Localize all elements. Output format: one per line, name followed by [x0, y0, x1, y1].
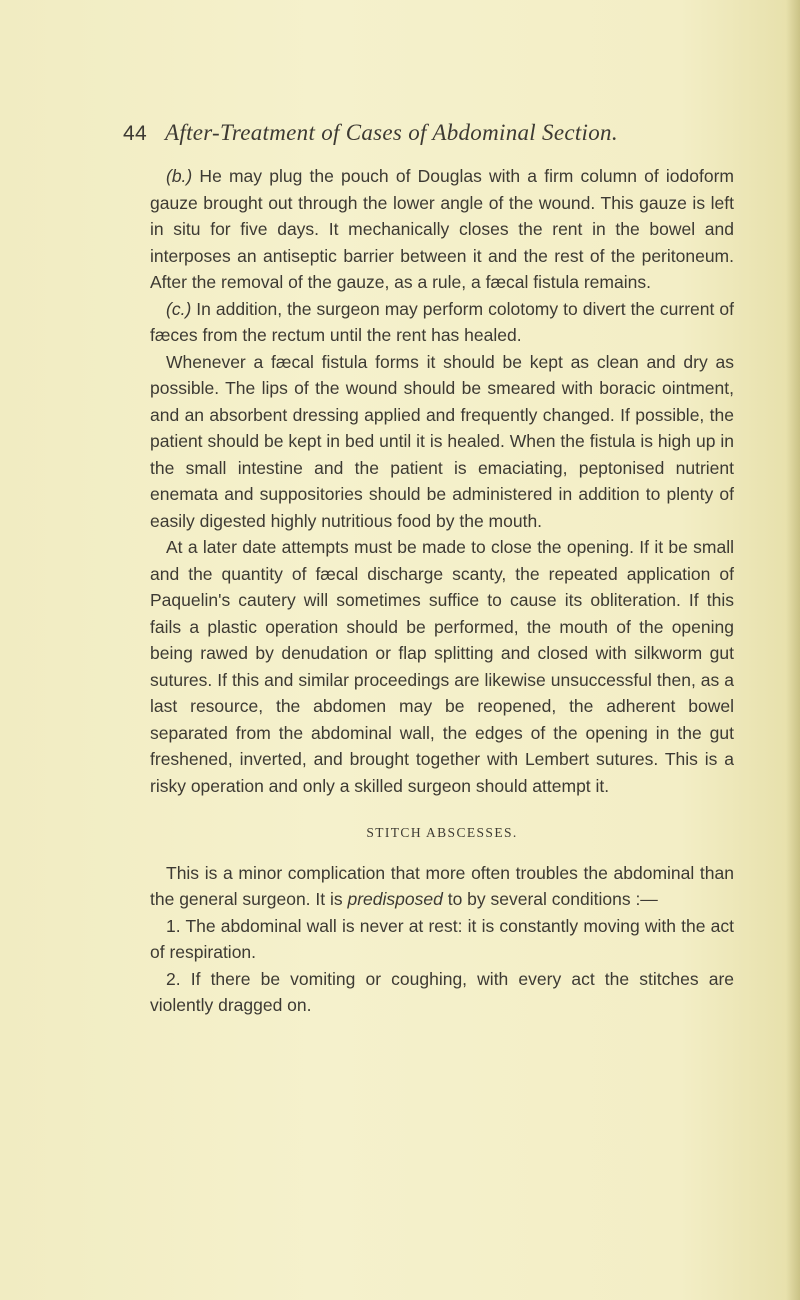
- paragraph-b-text: He may plug the pouch of Douglas with a firm column of iodoform gauze brought out through the lower angle of the wound. This gauze is left in situ for five days. It mechanically closes the rent in the bowel and interposes an antiseptic barrier between it and the rest of the peritoneum. After the removal of the gauze, as a rule, a fæcal fistula remains.: [150, 166, 734, 292]
- paragraph-fistula-care: Whenever a fæcal fistula forms it should be kept as clean and dry as possible. The lips of the wound should be smeared with boracic ointment, and an absorbent dressing applied and frequently changed. If possible, the patient should be kept in bed until it is healed. When the fistula is high up in the small intestine and the patient is emaciating, peptonised nutrient enemata and suppositories should be administered in addition to plenty of easily digested highly nutritious food by the mouth.: [150, 351, 734, 531]
- paragraph-c-label: (c.): [166, 298, 192, 319]
- paragraph-c: [150, 296, 734, 349]
- running-header: [123, 120, 618, 146]
- paragraph-b-label: (b.): [166, 166, 193, 186]
- list-item-1: 1. The abdominal wall is never at rest: it is constantly moving with the act of respiration.: [150, 915, 734, 962]
- section-heading: STITCH ABSCESSES.: [366, 825, 518, 840]
- list-item-2: 2. If there be vomiting or coughing, with every act the stitches are violently dragged on.: [150, 968, 734, 1015]
- page-edge-shadow: [786, 0, 800, 1300]
- paragraph-closing-opening: At a later date attempts must be made to close the opening. If it be small and the quantity of fæcal discharge scanty, the repeated application of Paquelin's cautery will sometimes suffice to cause its obliteration. If this fails a plastic operation should be performed, the mouth of the opening being rawed by denudation or flap splitting and closed with silkworm gut sutures. If this and similar proceedings are likewise unsuccessful then, as a last resource, the abdomen may be reopened, the adherent bowel separated from the abdominal wall, the edges of the opening in the gut freshened, inverted, and brought together with Lembert sutures. This is a risky operation and only a skilled surgeon should attempt it.: [150, 537, 734, 796]
- paragraph-c-text: In addition, the surgeon may perform colotomy to divert the current of fæces from the rectum until the rent has healed.: [150, 298, 734, 345]
- paragraph-stitch-intro: [150, 860, 734, 913]
- page-body: [150, 163, 734, 1019]
- intro-text-after: to by several conditions :—: [442, 889, 658, 909]
- intro-italic: predisposed: [347, 889, 443, 909]
- page-number: 44: [123, 122, 147, 145]
- paragraph-b: [150, 163, 734, 296]
- intro-text-before: This is a minor complication that more often troubles the abdominal than the general surgeon. It is: [150, 862, 734, 909]
- running-title: After-Treatment of Cases of Abdominal Section.: [165, 120, 618, 145]
